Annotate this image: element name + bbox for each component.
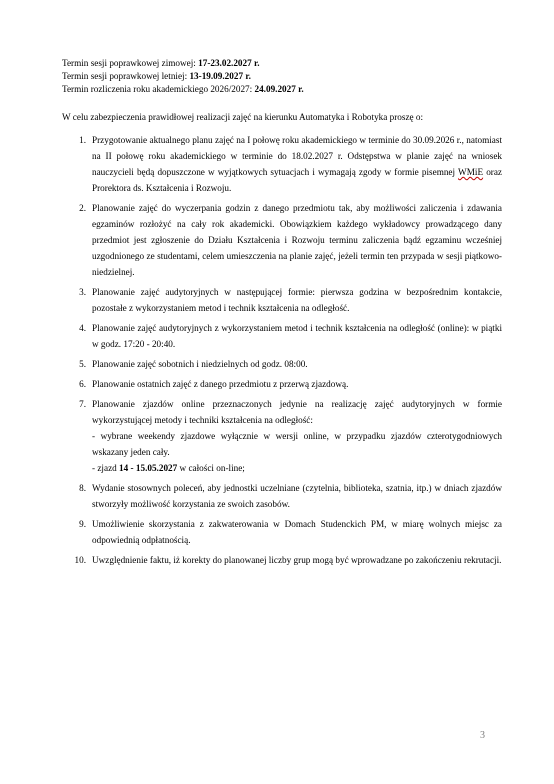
list-item: 3. Planowanie zajęć audytoryjnych w następującej formie: pierwsza godzina w bezpośrednim kontakcie, pozostałe z wykorzystaniem metod i technik kształcenia na odległość. bbox=[79, 287, 502, 313]
list-item: 2. Planowanie zajęć do wyczerpania godzin z danego przedmiotu tak, aby możliwości zaliczenia i zdawania egzaminów rozłożyć na cały rok akademicki. Obowiązkiem każdego wykładowcy prowadzącego dany przedmiot jest zgłoszenie do Działu Kształcenia i Rozwoju terminu zaliczenia bądź egzaminu wcześniej uzgodnionego ze studentami, celem umieszczenia na planie zajęć, jeżeli termin ten przypada w sesji piątkowo-niedzielnej. bbox=[79, 203, 502, 277]
term-line: Termin sesji poprawkowej zimowej: 17-23.02.2027 r. bbox=[62, 58, 260, 68]
term-line: Termin sesji poprawkowej letniej: 13-19.09.2027 r. bbox=[62, 71, 251, 81]
list-item: 1. Przygotowanie aktualnego planu zajęć na I połowę roku akademickiego w terminie do 30.09.2026 r., natomiast na II połowę roku akademickiego w terminie do 18.02.2027 r. Odstępstwa w planie zajęć na wniosek nauczycieli będą dopuszczone w wyjątkowych sytuacjach i wymagają zgody w formie pisemnej WMiE oraz Prorektora ds. Kształcenia i Rozwoju. bbox=[79, 135, 503, 193]
list-item: 10. Uwzględnienie faktu, iż korekty do planowanej liczby grup mogą być wprowadzane po zakończeniu rekrutacji. bbox=[74, 555, 502, 565]
spellcheck-word: WMiE bbox=[458, 167, 484, 177]
page-number: 3 bbox=[480, 730, 485, 741]
list-item: 4. Planowanie zajęć audytoryjnych z wykorzystaniem metod i technik kształcenia na odległość (online): w piątki w godz. 17:20 - 20:40. bbox=[79, 323, 502, 349]
list-item: 6. Planowanie ostatnich zajęć z danego przedmiotu z przerwą zjazdową. bbox=[79, 379, 349, 389]
list-item: 7. Planowanie zjazdów online przeznaczonych jedynie na realizację zajęć audytoryjnych w formie wykorzystującej metody i techniki kształcenia na odległość: - wybrane weekendy zjazdowe wyłącznie w wersji online, w przypadku zjazdów czterotygodniowych wskazany jeden cały. - zjazd 14 - 15.05.2027 w całości on-line; bbox=[62, 396, 502, 476]
sub-point: - wybrane weekendy zjazdowe wyłącznie w wersji online, w przypadku zjazdów czterotygodniowych wskazany jeden cały. bbox=[92, 431, 502, 457]
session-terms bbox=[62, 57, 502, 96]
list-item: 9. Umożliwienie skorzystania z zakwaterowania w Domach Studenckich PM, w miarę wolnych miejsc za odpowiednią odpłatnością. bbox=[79, 519, 502, 545]
intro-paragraph: W celu zabezpieczenia prawidłowej realizacji zajęć na kierunku Automatyka i Robotyka proszę o: bbox=[62, 112, 424, 122]
list-item: 5. Planowanie zajęć sobotnich i niedzielnych od godz. 08:00. bbox=[79, 359, 308, 369]
numbered-list bbox=[62, 132, 502, 572]
term-line: Termin rozliczenia roku akademickiego 2026/2027: 24.09.2027 r. bbox=[62, 84, 304, 94]
list-item: 8. Wydanie stosownych poleceń, aby jednostki uczelniane (czytelnia, biblioteka, szatnia, itp.) w dniach zjazdów stworzyły możliwość korzystania ze swoich zasobów. bbox=[79, 483, 502, 509]
sub-point: - zjazd 14 - 15.05.2027 w całości on-line; bbox=[92, 463, 245, 473]
